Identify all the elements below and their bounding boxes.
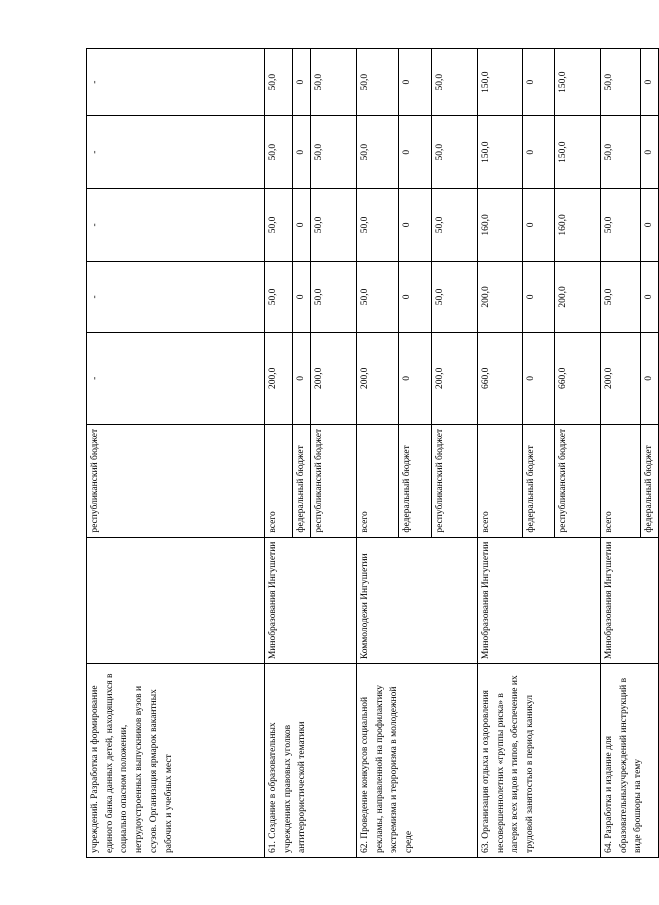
- funding-source-cell: федеральный бюджет: [523, 424, 555, 537]
- amount-cell: 50,0: [432, 116, 478, 189]
- amount-cell: 200,0: [311, 333, 357, 425]
- funding-source-cell: всего: [265, 424, 293, 537]
- amount-cell: 0: [293, 189, 311, 262]
- amount-cell: 160,0: [555, 189, 601, 262]
- amount-cell: 50,0: [432, 261, 478, 332]
- amount-cell: 150,0: [555, 49, 601, 116]
- rotated-table-wrapper: [86, 48, 654, 858]
- funding-source-cell: республиканский бюджет: [432, 424, 478, 537]
- amount-cell: 50,0: [432, 49, 478, 116]
- amount-cell: 0: [641, 49, 659, 116]
- amount-cell: -: [87, 116, 265, 189]
- amount-cell: 0: [293, 49, 311, 116]
- amount-cell: 50,0: [311, 116, 357, 189]
- amount-cell: -: [87, 261, 265, 332]
- amount-cell: 0: [293, 333, 311, 425]
- funding-source-cell: всего: [601, 424, 641, 537]
- amount-cell: 0: [523, 49, 555, 116]
- amount-cell: 200,0: [478, 261, 523, 332]
- amount-cell: 0: [399, 333, 432, 425]
- funding-source-cell: федеральный бюджет: [293, 424, 311, 537]
- amount-cell: 660,0: [555, 333, 601, 425]
- amount-cell: 50,0: [601, 189, 641, 262]
- executor-cell: Минобразования Ингушетии: [601, 537, 659, 664]
- table-row: [357, 49, 399, 858]
- amount-cell: -: [87, 49, 265, 116]
- executor-cell: Коммолодежи Ингушетии: [357, 537, 478, 664]
- funding-source-cell: всего: [357, 424, 399, 537]
- amount-cell: 0: [523, 261, 555, 332]
- amount-cell: 0: [523, 189, 555, 262]
- activity-cell: 62. Проведение конкурсов социальной рекламы, направленной на профилактику экстремизма и терроризма в молодежной среде: [357, 664, 478, 858]
- amount-cell: 0: [399, 261, 432, 332]
- amount-cell: 0: [399, 116, 432, 189]
- amount-cell: 50,0: [357, 49, 399, 116]
- funding-source-cell: республиканский бюджет: [555, 424, 601, 537]
- amount-cell: 150,0: [478, 49, 523, 116]
- funding-source-cell: республиканский бюджет: [311, 424, 357, 537]
- amount-cell: 50,0: [601, 116, 641, 189]
- amount-cell: 50,0: [601, 49, 641, 116]
- amount-cell: 50,0: [357, 189, 399, 262]
- amount-cell: 50,0: [311, 261, 357, 332]
- amount-cell: 50,0: [357, 261, 399, 332]
- amount-cell: 0: [293, 116, 311, 189]
- amount-cell: 50,0: [265, 189, 293, 262]
- amount-cell: 50,0: [432, 189, 478, 262]
- amount-cell: 200,0: [601, 333, 641, 425]
- executor-cell: Минобразования Ингушетии: [478, 537, 601, 664]
- amount-cell: 200,0: [357, 333, 399, 425]
- amount-cell: 200,0: [265, 333, 293, 425]
- amount-cell: 50,0: [265, 49, 293, 116]
- amount-cell: 150,0: [555, 116, 601, 189]
- amount-cell: 50,0: [265, 116, 293, 189]
- amount-cell: 200,0: [432, 333, 478, 425]
- activity-cell: учреждений. Разработка и формирование единого банка данных детей, находящихся в социально опасном положении, нетрудоустроенных выпускников вузов и ссузов. Организация ярмарок вакантных рабочих и учебных мест: [87, 664, 265, 858]
- executor-cell: Минобразования Ингушетии: [265, 537, 357, 664]
- amount-cell: 50,0: [311, 189, 357, 262]
- executor-cell: [87, 537, 265, 664]
- funding-source-cell: федеральный бюджет: [641, 424, 659, 537]
- table-row: [478, 49, 523, 858]
- amount-cell: 0: [641, 189, 659, 262]
- table-row: [87, 49, 265, 858]
- table-row: [265, 49, 293, 858]
- amount-cell: 0: [641, 116, 659, 189]
- funding-source-cell: федеральный бюджет: [399, 424, 432, 537]
- amount-cell: 200,0: [555, 261, 601, 332]
- amount-cell: -: [87, 333, 265, 425]
- amount-cell: 0: [523, 116, 555, 189]
- table-row: [601, 49, 641, 858]
- amount-cell: 0: [399, 189, 432, 262]
- table-body: [87, 49, 659, 858]
- amount-cell: 50,0: [357, 116, 399, 189]
- activity-cell: 61. Создание в образовательных учреждениях правовых уголков антитеррористической тематики: [265, 664, 357, 858]
- amount-cell: 50,0: [265, 261, 293, 332]
- amount-cell: 50,0: [601, 261, 641, 332]
- amount-cell: 0: [399, 49, 432, 116]
- amount-cell: 0: [293, 261, 311, 332]
- activity-cell: 63. Организация отдыха и оздоровления несовершеннолетних «группы риска» в лагерях всех видов и типов, обеспечение их трудовой занятостью в период каникул: [478, 664, 601, 858]
- program-table: [86, 48, 659, 858]
- amount-cell: -: [87, 189, 265, 262]
- funding-source-cell: всего: [478, 424, 523, 537]
- amount-cell: 0: [641, 261, 659, 332]
- amount-cell: 660,0: [478, 333, 523, 425]
- amount-cell: 0: [523, 333, 555, 425]
- amount-cell: 160,0: [478, 189, 523, 262]
- activity-cell: 64. Разработка и издание для образовательныхучреждений инструкций в виде брошюры на тему: [601, 664, 659, 858]
- amount-cell: 150,0: [478, 116, 523, 189]
- funding-source-cell: республиканский бюджет: [87, 424, 265, 537]
- amount-cell: 50,0: [311, 49, 357, 116]
- amount-cell: 0: [641, 333, 659, 425]
